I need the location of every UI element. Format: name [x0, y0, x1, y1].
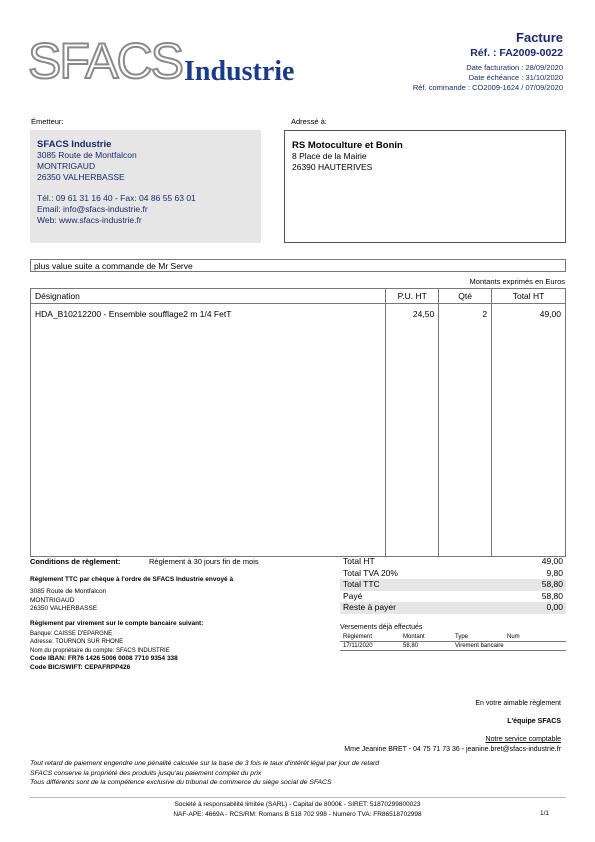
- currency-note: Montants exprimés en Euros: [469, 277, 565, 286]
- closing-service: Notre service comptable: [485, 736, 561, 743]
- recipient-box: [284, 130, 566, 243]
- invoice-due-date: Date échéance : 31/10/2020: [468, 73, 563, 82]
- payments-header: [340, 633, 566, 642]
- invoice-header: [413, 30, 563, 93]
- payments-section: [340, 624, 566, 651]
- remaining-value: 0,00: [546, 602, 563, 612]
- issuer-name: SFACS Industrie: [37, 139, 112, 150]
- issuer-web: Web: www.sfacs-industrie.fr: [37, 215, 142, 225]
- total-ttc-row: [340, 579, 566, 591]
- table-header-row: [31, 289, 566, 304]
- footer-divider: [30, 797, 566, 798]
- total-ttc-value: 58,80: [541, 579, 563, 589]
- payment-row: [340, 642, 566, 651]
- recipient-name: RS Motoculture et Bonin: [292, 140, 403, 151]
- legal-notes: [30, 759, 379, 788]
- remaining-label: Reste à payer: [343, 602, 396, 612]
- items-table: [30, 288, 566, 557]
- col-designation: Désignation: [31, 289, 386, 304]
- payment-amount: 58,80: [403, 643, 419, 649]
- bank-owner: Nom du propriétaire du compte: SFACS INDUSTRIE: [30, 647, 170, 654]
- payments-col-montant: Montant: [403, 634, 425, 640]
- closing-team: L'équipe SFACS: [507, 718, 561, 725]
- col-quantity: Qté: [439, 289, 492, 304]
- recipient-zip-city: 26390 HAUTERIVES: [292, 162, 373, 172]
- payments-col-type: Type: [455, 634, 469, 640]
- issuer-street: 3085 Route de Montfalcon: [37, 150, 137, 160]
- bank-iban: Code IBAN: FR76 1426 5006 0008 7710 9354 338: [30, 655, 178, 662]
- cheque-title: Règlement TTC par chèque à l'ordre de SFACS Industrie envoyé à: [30, 576, 234, 583]
- total-ht-value: 49,00: [541, 556, 563, 566]
- footer: [0, 800, 595, 819]
- issuer-label: Émetteur:: [31, 117, 64, 126]
- payments-col-num: Num: [507, 634, 520, 640]
- row-total: 49,00: [492, 304, 566, 325]
- order-reference: Réf. commande : CO2009-1624 / 07/09/2020: [412, 83, 563, 92]
- paid-label: Payé: [343, 590, 363, 601]
- table-row: [31, 304, 566, 325]
- invoice-date: Date facturation : 28/09/2020: [466, 63, 563, 72]
- conditions-value: Règlement à 30 jours fin de mois: [149, 557, 259, 566]
- page-number: 1/1: [539, 810, 549, 817]
- bank-address: Adresse: TOURNON SUR RHONE: [30, 639, 124, 645]
- table-filler-row: [31, 324, 566, 556]
- issuer-email: Email: info@sfacs-industrie.fr: [37, 204, 148, 214]
- total-tva-label: Total TVA 20%: [343, 567, 398, 578]
- logo-sub-text: Industrie: [184, 56, 295, 87]
- company-logo: [28, 30, 318, 90]
- remaining-row: [340, 602, 566, 614]
- paid-row: [340, 591, 566, 603]
- footer-line-2: NAF-APE: 4669A - RCS/RM: Romans B 518 702 998 - Numéro TVA: FR86518702998: [173, 810, 422, 818]
- payment-conditions: [30, 557, 330, 672]
- transfer-title: Règlement par virement sur le compte bancaire suivant:: [30, 619, 204, 627]
- total-ht-label: Total HT: [343, 556, 375, 566]
- issuer-city: MONTRIGAUD: [37, 161, 96, 171]
- invoice-title: Facture: [516, 30, 563, 45]
- payment-date: 17/11/2020: [343, 643, 373, 649]
- payment-num: [507, 643, 567, 649]
- total-tva-value: 9,80: [546, 567, 563, 578]
- legal-line: Tous différents sont de la compétence exclusive du tribunal de commerce du siège social de SFACS: [30, 779, 332, 786]
- cheque-city: MONTRIGAUD: [30, 596, 75, 604]
- issuer-box: [30, 130, 261, 243]
- paid-value: 58,80: [541, 590, 563, 601]
- closing-contact: Mme Jeanine BRET - 04 75 71 73 36 - jeanine.bret@sfacs-industrie.fr: [344, 746, 561, 753]
- row-designation: HDA_B10212200 - Ensemble soufflage2 m 1/4 FetT: [31, 304, 386, 325]
- bank-name: Banque: CAISSE D'EPARGNE: [30, 630, 113, 637]
- payments-col-reglement: Règlement: [343, 634, 373, 640]
- bank-bic: Code BIC/SWIFT: CEPAFRPP426: [30, 663, 131, 671]
- total-tva-row: [340, 568, 566, 580]
- closing-greeting: En votre aimable règlement: [475, 700, 561, 707]
- total-ttc-label: Total TTC: [343, 579, 380, 589]
- row-unit-price: 24,50: [386, 304, 439, 325]
- legal-line: SFACS conserve la propriété des produits jusqu'au paiement complet du prix: [30, 769, 262, 777]
- issuer-phone: Tél.: 09 61 31 16 40 - Fax: 04 86 55 63 01: [37, 193, 196, 203]
- payment-type: Virement bancaire: [455, 643, 504, 649]
- recipient-street: 8 Place de la Mairie: [292, 151, 367, 161]
- payments-title: Versements déjà effectués: [340, 624, 423, 631]
- closing-block: [344, 699, 561, 755]
- issuer-zip-city: 26350 VALHERBASSE: [37, 172, 125, 182]
- totals-box: [340, 556, 566, 614]
- cheque-zip: 26350 VALHERBASSE: [30, 605, 98, 612]
- invoice-reference: Réf. : FA2009-0022: [470, 47, 563, 59]
- col-unit-price: P.U. HT: [386, 289, 439, 304]
- conditions-label: Conditions de règlement:: [30, 557, 121, 566]
- col-total: Total HT: [492, 289, 566, 304]
- logo-main-text: SFACS: [28, 33, 182, 89]
- total-ht-row: [340, 556, 566, 568]
- cheque-street: 3085 Route de Montfalcon: [30, 588, 107, 595]
- recipient-label: Adressé à:: [291, 117, 327, 126]
- legal-line: Tout retard de paiement engendre une pénalité calculée sur la base de 3 fois le taux d'intérêt légal par jour de retard: [30, 760, 380, 767]
- invoice-subject: plus value suite a commande de Mr Serve: [30, 259, 566, 272]
- row-quantity: 2: [439, 304, 492, 325]
- footer-line-1: Société à responsabilité limitée (SARL) - Capital de 8000€ - SIRET: 51870299800023: [174, 801, 421, 808]
